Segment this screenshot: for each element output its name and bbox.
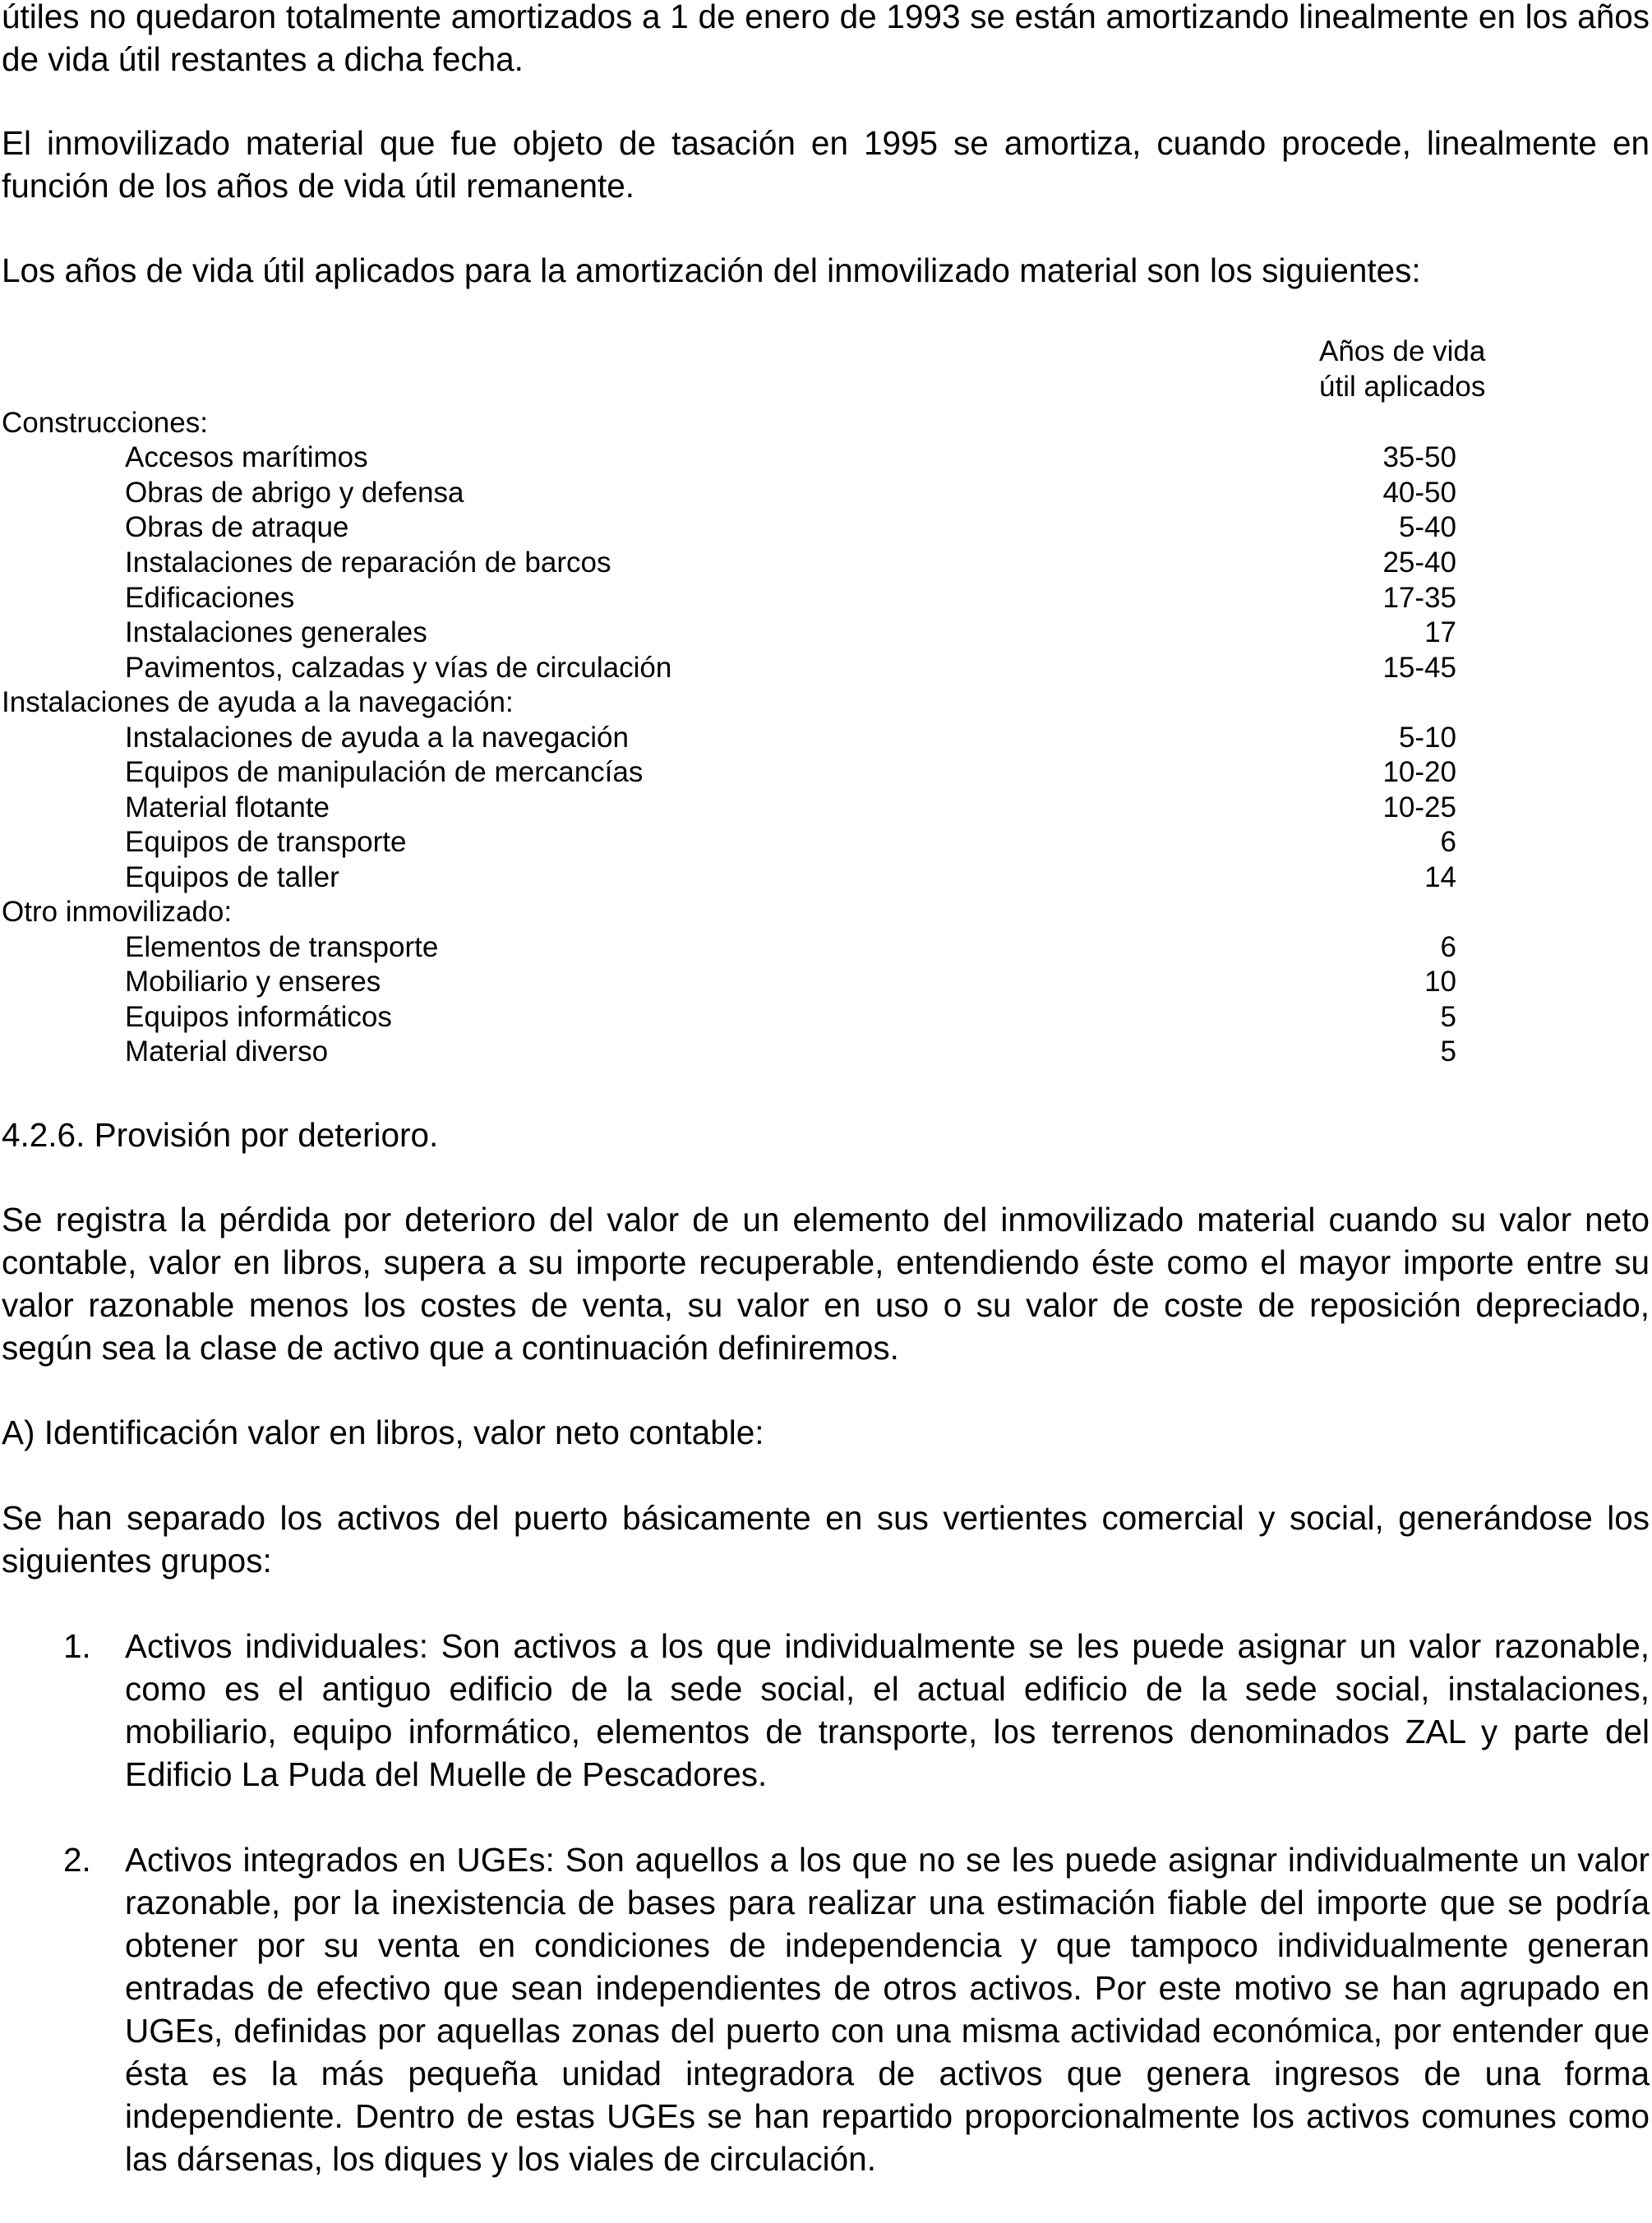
table-row-value: 10-25 — [1382, 791, 1456, 823]
table-row — [0, 650, 1652, 685]
table-column-header: Años de vida útil aplicados — [1319, 335, 1486, 403]
table-row — [0, 510, 1652, 545]
table-row-value: 5 — [1440, 1001, 1456, 1033]
table-row-value: 6 — [1440, 826, 1456, 858]
table-row-label: Material diverso — [125, 1035, 329, 1068]
table-row-label: Mobiliario y enseres — [125, 966, 381, 998]
table-row-label: Accesos marítimos — [125, 441, 368, 473]
list-item-number: 1. — [63, 1627, 91, 1665]
list-item-text: Activos integrados en UGEs: Son aquellos a los que no se les puede asignar individualmente un valor razonable, por la inexistencia de bases para realizar una estimación fiable del importe que se podría obtener por su venta en condiciones de independencia y que tampoco individualmente generan entradas de efectivo que sean independientes de otros activos. Por este motivo se han agrupado en UGEs, definidas por aquellas zonas del puerto con una misma actividad económica, por entender que ésta es la más pequeña unidad integradora de activos que genera ingresos de una forma independiente. Dentro de estas UGEs se han repartido proporcionalmente los activos comunes como las dársenas, los diques y los viales de circulación. — [125, 1841, 1650, 2178]
table-row — [0, 1034, 1652, 1069]
table-row-label: Material flotante — [125, 791, 330, 823]
table-row — [0, 545, 1652, 580]
table-group-row — [0, 894, 1652, 929]
table-row — [0, 615, 1652, 650]
list-item-number: 2. — [63, 1841, 91, 1879]
table-row-label: Obras de atraque — [125, 511, 349, 543]
table-row-label: Instalaciones de reparación de barcos — [125, 547, 611, 579]
table-row — [0, 475, 1652, 510]
table-row-value: 5-10 — [1398, 722, 1456, 754]
section-subtitle: A) Identificación valor en libros, valor neto contable: — [2, 1414, 764, 1451]
paragraph-table-intro: Los años de vida útil aplicados para la amortización del inmovilizado material son los siguientes: — [2, 251, 1421, 289]
table-row — [0, 790, 1652, 825]
table-row-label: Equipos de transporte — [125, 826, 407, 858]
table-row — [0, 964, 1652, 999]
table-group-label: Construcciones: — [2, 407, 208, 439]
table-row-value: 10-20 — [1382, 756, 1456, 788]
table-row — [0, 824, 1652, 860]
table-row — [0, 754, 1652, 790]
paragraph-tasacion-1995: El inmovilizado material que fue objeto de tasación en 1995 se amortiza, cuando procede, linealmente en función de los años de vida útil remanente. — [2, 124, 1650, 205]
table-row-value: 17 — [1424, 616, 1456, 648]
section-title: 4.2.6. Provisión por deterioro. — [2, 1116, 439, 1154]
paragraph-grupos-intro: Se han separado los activos del puerto básicamente en sus vertientes comercial y social, generándose los siguientes grupos: — [2, 1499, 1650, 1580]
list-item-text: Activos individuales: Son activos a los que individualmente se les puede asignar un valor razonable, como es el antiguo edificio de la sede social, el actual edificio de la sede social, instalaciones, mobiliario, equipo informático, elementos de transporte, los terrenos denominados ZAL y parte del Edificio La Puda del Muelle de Pescadores. — [125, 1627, 1650, 1793]
table-row — [0, 999, 1652, 1035]
table-group-label: Otro inmovilizado: — [2, 896, 233, 928]
table-row — [0, 720, 1652, 755]
table-row-label: Instalaciones de ayuda a la navegación — [125, 722, 629, 754]
table-row-label: Equipos informáticos — [125, 1001, 392, 1033]
table-row-value: 40-50 — [1382, 477, 1456, 509]
table-row-value: 10 — [1424, 966, 1456, 998]
table-row-label: Obras de abrigo y defensa — [125, 477, 464, 509]
table-row-value: 17-35 — [1382, 582, 1456, 614]
table-row-label: Pavimentos, calzadas y vías de circulación — [125, 652, 672, 684]
table-row-value: 35-50 — [1382, 441, 1456, 473]
table-group-row — [0, 405, 1652, 440]
table-row-value: 5-40 — [1398, 511, 1456, 543]
table-row — [0, 860, 1652, 895]
table-row-label: Instalaciones generales — [125, 616, 427, 648]
table-row — [0, 929, 1652, 965]
table-row — [0, 440, 1652, 475]
table-group-row — [0, 685, 1652, 720]
paragraph-amortization-1993: útiles no quedaron totalmente amortizados a 1 de enero de 1993 se están amortizando linealmente en los años de vida útil restantes a dicha fecha. — [2, 0, 1650, 78]
table-row-label: Equipos de manipulación de mercancías — [125, 756, 644, 788]
table-row-value: 14 — [1424, 861, 1456, 893]
table-row — [0, 580, 1652, 616]
table-row-label: Edificaciones — [125, 582, 295, 614]
table-row-label: Equipos de taller — [125, 861, 339, 893]
table-row-value: 6 — [1440, 931, 1456, 963]
table-row-value: 25-40 — [1382, 547, 1456, 579]
table-row-label: Elementos de transporte — [125, 931, 439, 963]
table-row-value: 15-45 — [1382, 652, 1456, 684]
paragraph-deterioro: Se registra la pérdida por deterioro del valor de un elemento del inmovilizado material cuando su valor neto contable, valor en libros, supera a su importe recuperable, entendiendo éste como el mayor importe entre su valor razonable menos los costes de venta, su valor en uso o su valor de coste de reposición depreciado, según sea la clase de activo que a continuación definiremos. — [2, 1201, 1650, 1367]
table-row-value: 5 — [1440, 1035, 1456, 1068]
table-group-label: Instalaciones de ayuda a la navegación: — [2, 686, 514, 718]
